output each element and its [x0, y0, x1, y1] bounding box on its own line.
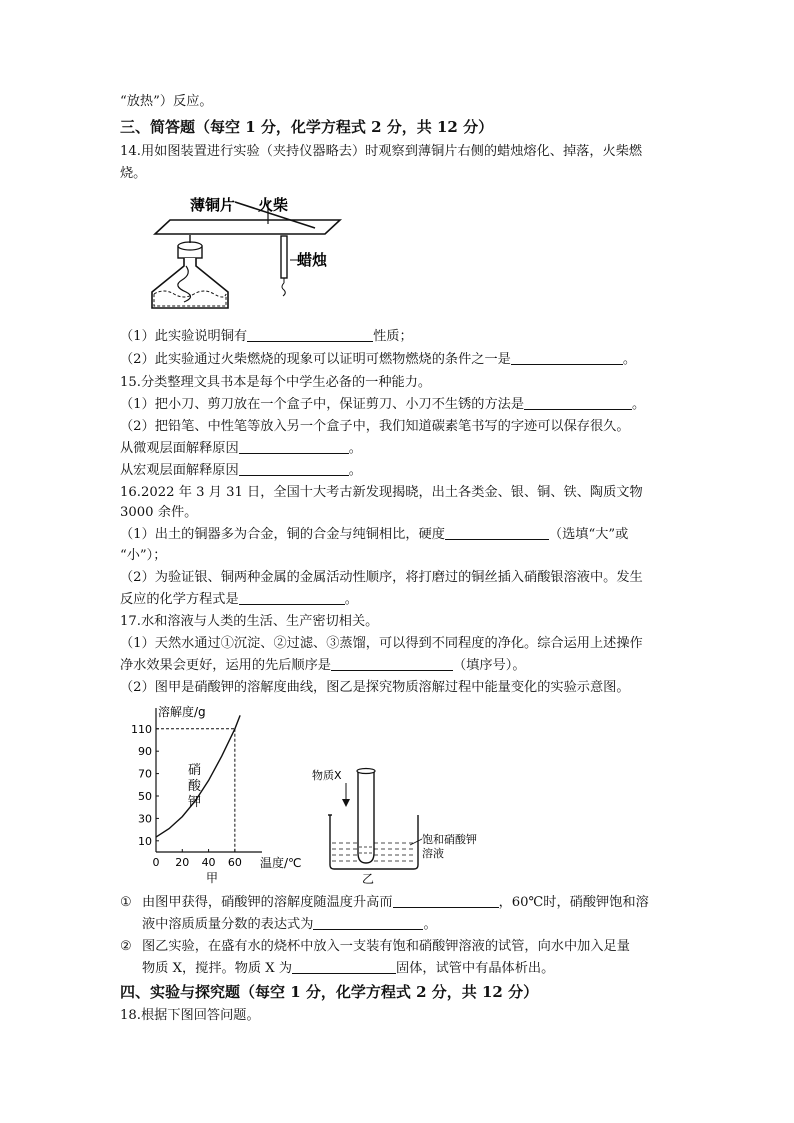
- q16-1-suffix: （选填“大”或: [548, 527, 629, 542]
- q15-macro-suffix: 。: [348, 463, 362, 478]
- q17-c2-suffix: 固体，试管中有晶体析出。: [396, 961, 555, 976]
- q14-1-suffix: 性质；: [373, 329, 413, 344]
- answer-blank[interactable]: [313, 915, 423, 930]
- y-tick-label: 110: [131, 722, 152, 736]
- figure-copper-sheet-experiment: [140, 188, 380, 328]
- answer-blank[interactable]: [239, 590, 345, 605]
- alcohol-lamp: [152, 235, 228, 308]
- test-tube: [358, 771, 374, 863]
- question-15-micro: [120, 439, 362, 459]
- answer-blank[interactable]: [331, 656, 453, 671]
- series-label-char: 酸: [188, 779, 202, 794]
- x-tick-label: 0: [152, 856, 160, 869]
- item-marker: ①: [120, 895, 132, 910]
- question-16-1-cont: “小”）；: [120, 548, 167, 563]
- q14-1-text: （1）此实验说明铜有: [120, 329, 248, 344]
- answer-blank[interactable]: [445, 525, 549, 540]
- section-heading-4: 四、实验与探究题（每空 1 分，化学方程式 2 分，共 12 分）: [120, 983, 539, 1001]
- question-16-2-cont: [120, 590, 358, 610]
- answer-blank[interactable]: [239, 439, 349, 454]
- figure-caption-jia: 甲: [205, 871, 219, 885]
- q14-2-text: （2）此实验通过火柴燃烧的现象可以证明可燃物燃烧的条件之一是: [120, 352, 511, 367]
- label-copper-sheet: 薄铜片: [190, 196, 236, 214]
- q15-micro-text: 从微观层面解释原因: [120, 441, 239, 456]
- y-axis-label: 溶解度/g: [158, 705, 206, 719]
- series-label-char: 钾: [188, 795, 202, 810]
- label-candle: 蜡烛: [297, 251, 328, 269]
- question-17-2-1-cont: [142, 915, 437, 935]
- y-tick-label: 30: [138, 812, 152, 826]
- q17-1-suffix: （填序号）。: [453, 658, 526, 673]
- text-line: “放热”）反应。: [120, 94, 213, 109]
- question-14-2: [120, 350, 636, 370]
- q16-2-suffix: 。: [344, 592, 358, 607]
- answer-blank[interactable]: [524, 395, 632, 410]
- question-17-1: （1）天然水通过①沉淀、②过滤、③蒸馏，可以得到不同程度的净化。综合运用上述操作: [120, 636, 643, 651]
- q16-2-text: 反应的化学方程式是: [120, 592, 239, 607]
- answer-blank[interactable]: [292, 959, 396, 974]
- section-heading-3: 三、简答题（每空 1 分，化学方程式 2 分，共 12 分）: [120, 118, 494, 136]
- figure-dissolution-experiment: [310, 765, 500, 887]
- q15-1-suffix: 。: [632, 397, 646, 412]
- solubility-chart: [118, 700, 302, 888]
- question-14-cont: 烧。: [120, 166, 147, 181]
- question-14-1: [120, 327, 413, 347]
- q15-1-text: （1）把小刀、剪刀放在一个盒子中，保证剪刀、小刀不生锈的方法是: [120, 397, 525, 412]
- question-16-2: （2）为验证银、铜两种金属的金属活动性顺序，将打磨过的铜丝插入硝酸银溶液中。发生: [120, 570, 643, 585]
- x-tick-label: 60: [227, 856, 242, 869]
- question-15-1: [120, 395, 645, 415]
- answer-blank[interactable]: [239, 461, 349, 476]
- answer-blank[interactable]: [511, 350, 623, 365]
- series-label-char: 硝: [188, 763, 202, 778]
- question-17-2-2-cont: [142, 959, 554, 979]
- q17-c1-suffix: ，60℃时，硝酸钾饱和溶: [498, 895, 649, 910]
- y-tick-label: 70: [138, 767, 152, 781]
- q17-c2-text2: 物质 X，搅拌。物质 X 为: [142, 961, 293, 976]
- label-match: 火柴: [258, 196, 289, 214]
- y-tick-label: 50: [138, 790, 152, 803]
- question-15-2: （2）把铅笔、中性笔等放入另一个盒子中，我们知道碳素笔书写的字迹可以保存很久。: [120, 419, 630, 434]
- x-axis-label: 温度/℃: [260, 856, 302, 870]
- item-marker: ②: [120, 939, 132, 954]
- question-15-macro: [120, 461, 362, 481]
- x-tick-label: 40: [201, 856, 216, 869]
- question-16: 16.2022 年 3 月 31 日，全国十大考古新发现揭晓，出土各类金、银、铜、铁、陶质文物: [120, 485, 643, 500]
- question-14: 14.用如图装置进行实验（夹持仪器略去）时观察到薄铜片右侧的蜡烛熔化、掉落，火柴燃: [120, 144, 643, 159]
- figure-caption-yi: 乙: [361, 872, 375, 886]
- series-label: [188, 762, 202, 810]
- q17-c1-text: 由图甲获得，硝酸钾的溶解度随温度升高而: [142, 895, 393, 910]
- question-15: 15.分类整理文具书本是每个中学生必备的一种能力。: [120, 375, 432, 390]
- question-18: 18.根据下图回答问题。: [120, 1008, 260, 1023]
- y-tick-label: 90: [138, 745, 152, 759]
- question-17-1-cont: [120, 656, 526, 676]
- q17-c1-text2: 液中溶质质量分数的表达式为: [142, 917, 314, 932]
- question-17: 17.水和溶液与人类的生活、生产密切相关。: [120, 614, 379, 629]
- y-tick-label: 10: [138, 834, 152, 848]
- question-17-2-1: [120, 893, 649, 913]
- candle: [281, 236, 287, 278]
- question-16-cont: 3000 余件。: [120, 505, 198, 520]
- label-saturated-solution: 饱和硝酸钾: [422, 833, 477, 846]
- q17-c1-suffix2: 。: [423, 917, 437, 932]
- answer-blank[interactable]: [247, 327, 373, 342]
- x-tick-label: 20: [175, 856, 190, 869]
- q17-1-text: 净水效果会更好，运用的先后顺序是: [120, 658, 331, 673]
- q14-2-suffix: 。: [622, 352, 637, 367]
- q16-1-text: （1）出土的铜器多为合金，铜的合金与纯铜相比，硬度: [120, 527, 445, 542]
- q15-macro-text: 从宏观层面解释原因: [120, 463, 239, 478]
- answer-blank[interactable]: [393, 893, 499, 908]
- q17-c2-text: 图乙实验，在盛有水的烧杯中放入一支装有饱和硝酸钾溶液的试管，向水中加入足量: [142, 939, 630, 954]
- label-substance-x: 物质X: [312, 769, 342, 782]
- question-17-2-2: [120, 937, 630, 957]
- q15-micro-suffix: 。: [348, 441, 362, 456]
- label-solution: 溶液: [422, 847, 444, 860]
- question-16-1: [120, 525, 628, 545]
- question-17-2: （2）图甲是硝酸钾的溶解度曲线，图乙是探究物质溶解过程中能量变化的实验示意图。: [120, 680, 630, 695]
